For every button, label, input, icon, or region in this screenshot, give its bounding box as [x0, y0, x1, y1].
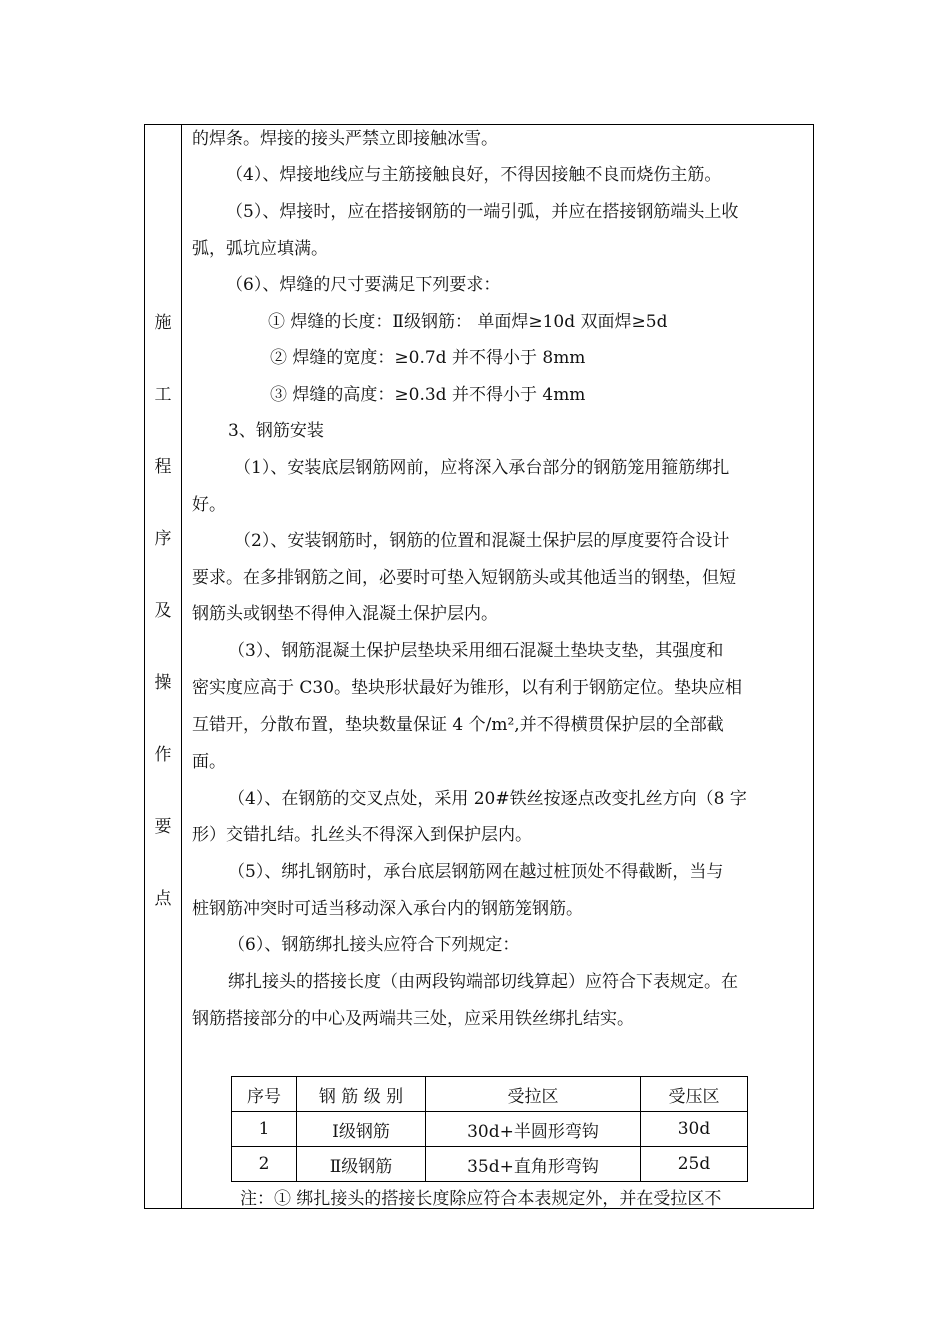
table-cell: Ⅱ级钢筋 [297, 1147, 426, 1182]
side-char: 程 [154, 457, 172, 477]
column-divider [181, 124, 182, 1209]
text-line: （5）、焊接时，应在搭接钢筋的一端引弧，并应在搭接钢筋端头上收 [226, 202, 739, 222]
text-line: 互错开，分散布置，垫块数量保证 4 个/m²,并不得横贯保护层的全部截 [192, 715, 724, 735]
side-char: 点 [154, 889, 172, 909]
text-line: ③ 焊缝的高度：≥0.3d 并不得小于 4mm [270, 385, 586, 405]
table-row [232, 1112, 748, 1147]
table-row [232, 1147, 748, 1182]
text-line: ① 焊缝的长度：Ⅱ级钢筋： 单面焊≥10d 双面焊≥5d [268, 312, 668, 332]
text-line: （4）、焊接地线应与主筋接触良好，不得因接触不良而烧伤主筋。 [226, 165, 722, 185]
note-line: 注：① 绑扎接头的搭接长度除应符合本表规定外，并在受拉区不 [240, 1189, 722, 1209]
text-line: 密实度应高于 C30。垫块形状最好为锥形，以有利于钢筋定位。垫块应相 [192, 678, 743, 698]
text-line: 要求。在多排钢筋之间，必要时可垫入短钢筋头或其他适当的钢垫，但短 [192, 568, 736, 588]
text-line: （2）、安装钢筋时，钢筋的位置和混凝土保护层的厚度要符合设计 [234, 531, 730, 551]
text-line: 3、钢筋安装 [228, 421, 324, 441]
text-line: 钢筋搭接部分的中心及两端共三处，应采用铁丝绑扎结实。 [192, 1009, 634, 1029]
side-char: 及 [154, 601, 172, 621]
text-line: （4）、在钢筋的交叉点处，采用 20#铁丝按逐点改变扎丝方向（8 字 [228, 789, 747, 809]
table-header-row [232, 1077, 748, 1112]
text-line: 面。 [192, 752, 226, 772]
table-header-cell: 钢 筋 级 别 [297, 1077, 426, 1112]
text-line: （5）、绑扎钢筋时，承台底层钢筋网在越过桩顶处不得截断，当与 [228, 862, 724, 882]
text-line: 桩钢筋冲突时可适当移动深入承台内的钢筋笼钢筋。 [192, 899, 583, 919]
side-char: 操 [154, 673, 172, 693]
text-line: （1）、安装底层钢筋网前，应将深入承台部分的钢筋笼用箍筋绑扎 [234, 458, 730, 478]
table-header-cell: 受压区 [641, 1077, 748, 1112]
side-char: 序 [154, 529, 172, 549]
table-cell: 1 [232, 1112, 297, 1147]
text-line: 弧，弧坑应填满。 [192, 239, 328, 259]
side-char: 施 [154, 313, 172, 333]
side-char: 工 [154, 385, 172, 405]
table-header-cell: 受拉区 [426, 1077, 641, 1112]
table-cell: 2 [232, 1147, 297, 1182]
table-cell: 35d+直角形弯钩 [426, 1147, 641, 1182]
text-line: （6）、钢筋绑扎接头应符合下列规定： [228, 935, 520, 955]
text-line: 的焊条。焊接的接头严禁立即接触冰雪。 [192, 129, 498, 149]
table-cell: Ⅰ级钢筋 [297, 1112, 426, 1147]
text-line: 形）交错扎结。扎丝头不得深入到保护层内。 [192, 825, 532, 845]
text-line: ② 焊缝的宽度：≥0.7d 并不得小于 8mm [270, 348, 586, 368]
text-line: （6）、焊缝的尺寸要满足下列要求： [226, 275, 501, 295]
text-line: （3）、钢筋混凝土保护层垫块采用细石混凝土垫块支垫，其强度和 [228, 641, 724, 661]
table-header-cell: 序号 [232, 1077, 297, 1112]
text-line: 钢筋头或钢垫不得伸入混凝土保护层内。 [192, 604, 498, 624]
side-char: 作 [154, 745, 172, 765]
side-char: 要 [154, 817, 172, 837]
table-cell: 30d+半圆形弯钩 [426, 1112, 641, 1147]
table-cell: 30d [641, 1112, 748, 1147]
table-cell: 25d [641, 1147, 748, 1182]
lap-length-table [231, 1076, 748, 1182]
text-line: 绑扎接头的搭接长度（由两段钩端部切线算起）应符合下表规定。在 [228, 972, 738, 992]
text-line: 好。 [192, 495, 226, 515]
